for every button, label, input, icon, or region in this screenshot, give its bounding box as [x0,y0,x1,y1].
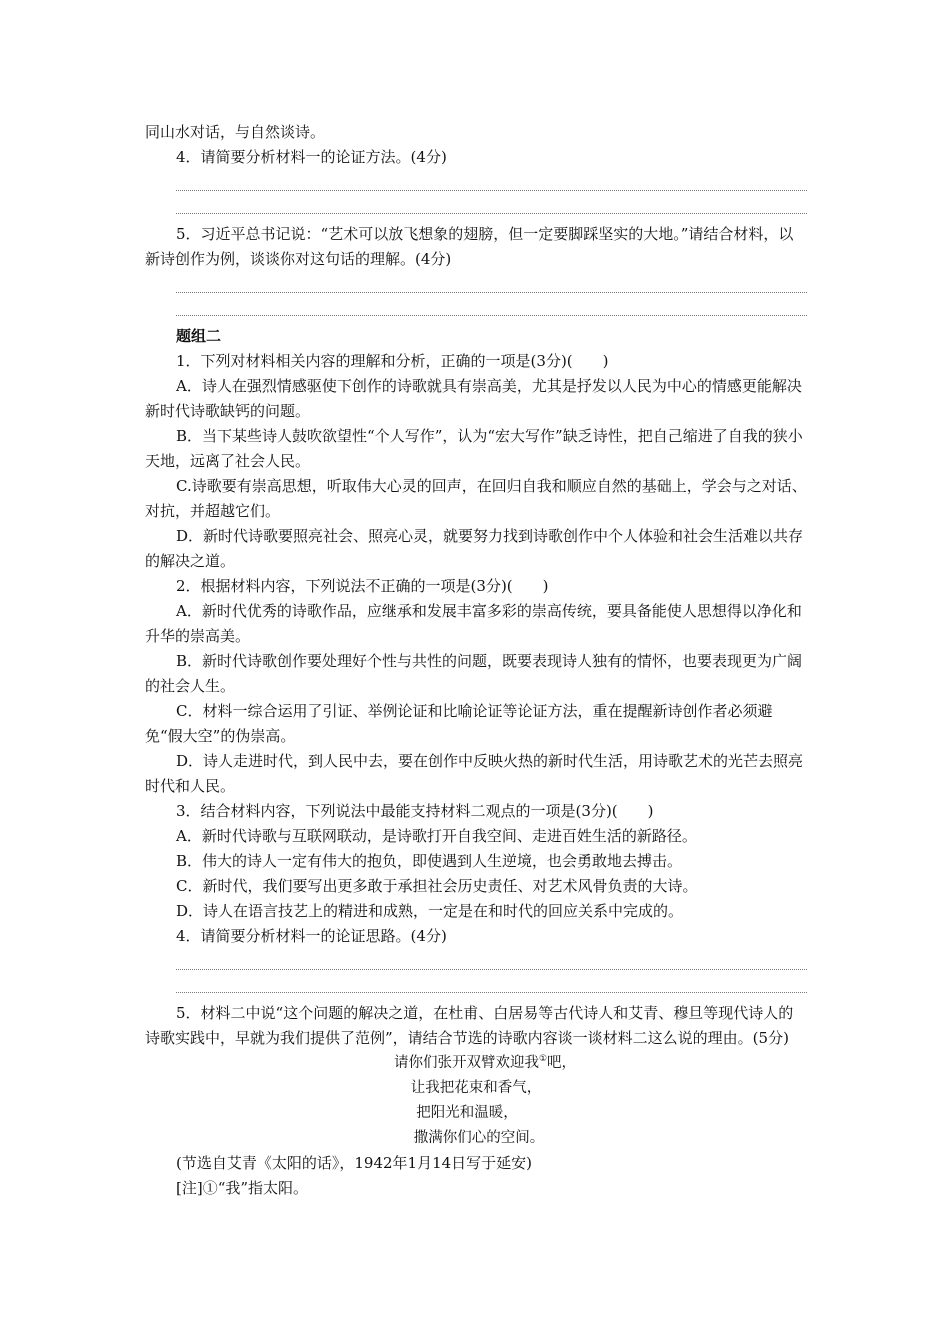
option-g2-2-c: C．材料一综合运用了引证、举例论证和比喻论证等论证方法，重在提醒新诗创作者必须避免“假大空”的伪崇高。 [145,702,773,745]
poem-line: 撒满你们心的空间。 [413,1130,545,1146]
option-g2-3-d: D．诗人在语言技艺上的精进和成熟，一定是在和时代的回应关系中完成的。 [176,902,684,920]
option-g2-2-d: D．诗人走进时代，到人民中去，要在创作中反映火热的新时代生活，用诗歌艺术的光芒去照亮时代和人民。 [145,752,804,795]
question-g1-4: 4．请简要分析材料一的论证方法。(4分) [176,148,447,166]
footnote-marker: ① [538,1054,548,1065]
option-g2-3-b: B．伟大的诗人一定有伟大的抱负，即使遇到人生逆境，也会勇敢地去搏击。 [176,852,683,870]
question-g2-2: 2．根据材料内容，下列说法不正确的一项是(3分)( ) [176,577,549,595]
poem-line: 让我把花束和香气， [410,1080,542,1096]
poem-line: 请你们张开双臂欢迎我①吧， [393,1054,577,1071]
question-g2-1: 1．下列对材料相关内容的理解和分析，正确的一项是(3分)( ) [176,352,609,370]
option-g2-3-a: A．新时代诗歌与互联网联动，是诗歌打开自我空间、走进百姓生活的新路径。 [176,827,697,845]
option-g2-1-c: C.诗歌要有崇高思想，听取伟大心灵的回声，在回归自我和顺应自然的基础上，学会与之对话、对抗，并超越它们。 [145,477,807,520]
section-title: 题组二 [176,327,222,345]
poem-line: 把阳光和温暖， [416,1105,518,1121]
option-g2-2-a: A．新时代优秀的诗歌作品，应继承和发展丰富多彩的崇高传统，要具备能使人思想得以净化和升华的崇高美。 [145,602,802,645]
footnote: [注]①“我”指太阳。 [176,1179,309,1197]
option-g2-2-b: B．新时代诗歌创作要处理好个性与共性的问题，既要表现诗人独有的情怀，也要表现更为广阔的社会人生。 [145,652,803,695]
poem-excerpt [145,1051,807,1151]
option-g2-3-c: C．新时代，我们要写出更多敢于承担社会历史责任、对艺术风骨负责的大诗。 [176,877,698,895]
paragraph-continuation: 同山水对话，与自然谈诗。 [145,123,326,141]
poem-source: (节选自艾青《太阳的话》，1942年1月14日写于延安) [176,1154,533,1172]
option-g2-1-a: A．诗人在强烈情感驱使下创作的诗歌就具有崇高美，尤其是抒发以人民为中心的情感更能解决新时代诗歌缺钙的问题。 [145,377,802,420]
option-g2-1-b: B．当下某些诗人鼓吹欲望性“个人写作”，认为“宏大写作”缺乏诗性，把自己缩进了自我的狭小天地，远离了社会人民。 [145,427,803,470]
question-g1-5: 5．习近平总书记说：“艺术可以放飞想象的翅膀，但一定要脚踩坚实的大地。”请结合材料，以新诗创作为例，谈谈你对这句话的理解。(4分) [145,225,794,268]
option-g2-1-d: D．新时代诗歌要照亮社会、照亮心灵，就要努力找到诗歌创作中个人体验和社会生活难以共存的解决之道。 [145,527,804,570]
question-g2-4: 4．请简要分析材料一的论证思路。(4分) [176,927,447,945]
document-page [145,120,807,1201]
question-g2-3: 3．结合材料内容，下列说法中最能支持材料二观点的一项是(3分)( ) [176,802,654,820]
question-g2-5: 5．材料二中说“这个问题的解决之道，在杜甫、白居易等古代诗人和艾青、穆旦等现代诗人的诗歌实践中，早就为我们提供了范例”，请结合节选的诗歌内容谈一谈材料二这么说的理由。(5分) [145,1004,794,1047]
